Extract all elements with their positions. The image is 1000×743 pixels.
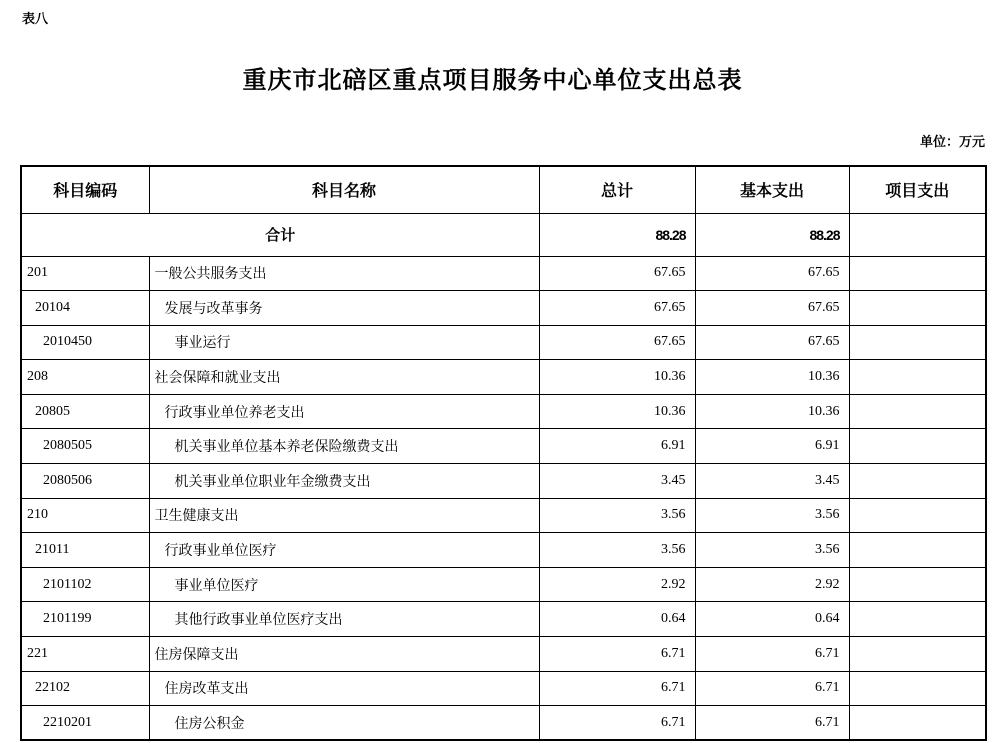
subject-name-cell: 行政事业单位养老支出 — [149, 394, 539, 429]
basic-value-cell: 3.45 — [695, 464, 849, 499]
subject-code-cell: 22102 — [21, 671, 149, 706]
table-row — [21, 637, 986, 672]
total-value-cell: 3.45 — [539, 464, 695, 499]
header-grand-total: 总计 — [539, 166, 695, 213]
project-value-cell — [849, 325, 986, 360]
subject-code-cell: 2010450 — [21, 325, 149, 360]
project-value-cell — [849, 671, 986, 706]
table-row — [21, 394, 986, 429]
table-row — [21, 464, 986, 499]
total-row-basic-value: 88.28 — [695, 213, 849, 256]
page-title: 重庆市北碚区重点项目服务中心单位支出总表 — [242, 67, 743, 94]
subject-name-cell: 事业单位医疗 — [149, 567, 539, 602]
total-value-cell: 6.91 — [539, 429, 695, 464]
total-value-cell: 10.36 — [539, 360, 695, 395]
table-row — [21, 291, 986, 326]
table-row — [21, 325, 986, 360]
header-subject-code: 科目编码 — [21, 166, 149, 213]
subject-name-cell: 发展与改革事务 — [149, 291, 539, 326]
expenditure-table — [20, 165, 987, 741]
subject-code-cell: 2080505 — [21, 429, 149, 464]
basic-value-cell: 6.91 — [695, 429, 849, 464]
table-row — [21, 671, 986, 706]
subject-code-cell: 210 — [21, 498, 149, 533]
subject-code-cell: 221 — [21, 637, 149, 672]
total-value-cell: 6.71 — [539, 671, 695, 706]
total-value-cell: 67.65 — [539, 256, 695, 291]
subject-name-cell: 其他行政事业单位医疗支出 — [149, 602, 539, 637]
table-row — [21, 429, 986, 464]
total-row-project-value — [849, 213, 986, 256]
basic-value-cell: 10.36 — [695, 394, 849, 429]
total-row-label: 合计 — [21, 213, 539, 256]
table-number-label: 表八 — [22, 11, 49, 26]
basic-value-cell: 6.71 — [695, 706, 849, 741]
basic-value-cell: 67.65 — [695, 325, 849, 360]
basic-value-cell: 2.92 — [695, 567, 849, 602]
basic-value-cell: 3.56 — [695, 498, 849, 533]
project-value-cell — [849, 464, 986, 499]
table-row — [21, 360, 986, 395]
project-value-cell — [849, 637, 986, 672]
basic-value-cell: 10.36 — [695, 360, 849, 395]
unit-note: 单位：万元 — [919, 134, 985, 149]
project-value-cell — [849, 394, 986, 429]
total-value-cell: 67.65 — [539, 291, 695, 326]
total-value-cell: 3.56 — [539, 498, 695, 533]
table-header-row — [21, 166, 986, 213]
subject-name-cell: 社会保障和就业支出 — [149, 360, 539, 395]
basic-value-cell: 6.71 — [695, 671, 849, 706]
subject-name-cell: 机关事业单位基本养老保险缴费支出 — [149, 429, 539, 464]
basic-value-cell: 6.71 — [695, 637, 849, 672]
total-value-cell: 6.71 — [539, 706, 695, 741]
subject-name-cell: 住房公积金 — [149, 706, 539, 741]
total-value-cell: 67.65 — [539, 325, 695, 360]
header-basic-expense: 基本支出 — [695, 166, 849, 213]
table-row — [21, 498, 986, 533]
subject-name-cell: 行政事业单位医疗 — [149, 533, 539, 568]
subject-code-cell: 20104 — [21, 291, 149, 326]
project-value-cell — [849, 498, 986, 533]
total-value-cell: 10.36 — [539, 394, 695, 429]
project-value-cell — [849, 602, 986, 637]
table-row — [21, 256, 986, 291]
subject-code-cell: 20805 — [21, 394, 149, 429]
subject-code-cell: 2080506 — [21, 464, 149, 499]
table-row — [21, 602, 986, 637]
subject-name-cell: 住房保障支出 — [149, 637, 539, 672]
subject-name-cell: 一般公共服务支出 — [149, 256, 539, 291]
basic-value-cell: 67.65 — [695, 291, 849, 326]
subject-code-cell: 2101199 — [21, 602, 149, 637]
basic-value-cell: 3.56 — [695, 533, 849, 568]
total-value-cell: 2.92 — [539, 567, 695, 602]
basic-value-cell: 67.65 — [695, 256, 849, 291]
subject-code-cell: 21011 — [21, 533, 149, 568]
header-project-expense: 项目支出 — [849, 166, 986, 213]
project-value-cell — [849, 360, 986, 395]
header-subject-name: 科目名称 — [149, 166, 539, 213]
table-row — [21, 567, 986, 602]
total-value-cell: 6.71 — [539, 637, 695, 672]
subject-name-cell: 卫生健康支出 — [149, 498, 539, 533]
project-value-cell — [849, 429, 986, 464]
basic-value-cell: 0.64 — [695, 602, 849, 637]
subject-name-cell: 机关事业单位职业年金缴费支出 — [149, 464, 539, 499]
subject-code-cell: 208 — [21, 360, 149, 395]
subject-name-cell: 事业运行 — [149, 325, 539, 360]
total-row-total-value: 88.28 — [539, 213, 695, 256]
subject-code-cell: 2101102 — [21, 567, 149, 602]
table-row — [21, 706, 986, 741]
subject-code-cell: 2210201 — [21, 706, 149, 741]
project-value-cell — [849, 567, 986, 602]
total-value-cell: 3.56 — [539, 533, 695, 568]
project-value-cell — [849, 256, 986, 291]
project-value-cell — [849, 533, 986, 568]
subject-code-cell: 201 — [21, 256, 149, 291]
subject-name-cell: 住房改革支出 — [149, 671, 539, 706]
project-value-cell — [849, 291, 986, 326]
project-value-cell — [849, 706, 986, 741]
grand-total-row — [21, 213, 986, 256]
total-value-cell: 0.64 — [539, 602, 695, 637]
table-row — [21, 533, 986, 568]
